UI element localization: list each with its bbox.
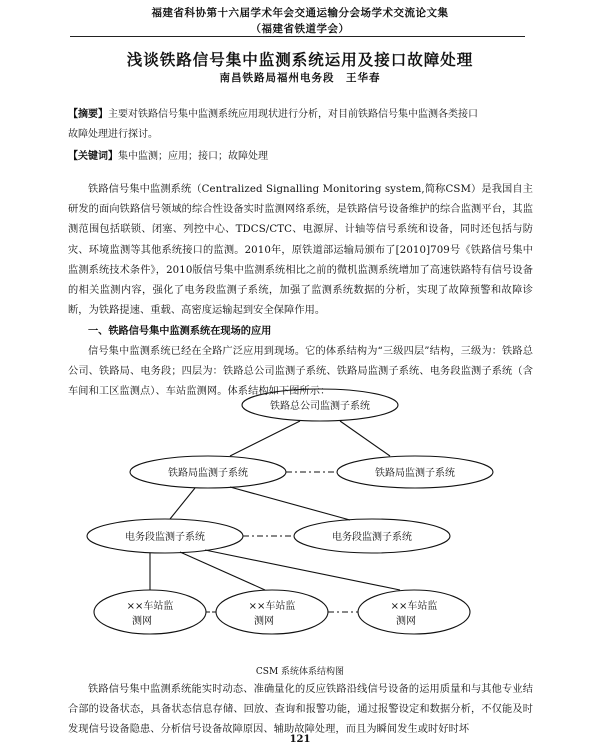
abstract-text-2: 故障处理进行探讨。 <box>68 129 158 140</box>
csm-architecture-diagram <box>60 380 540 650</box>
figure-caption: CSM 系统体系结构图 <box>255 667 345 677</box>
header-rule <box>70 36 525 37</box>
page-number: 121 <box>289 734 311 745</box>
keywords-text: 集中监测；应用；接口；故障处理 <box>118 151 268 162</box>
author-line: 南昌铁路局福州电务段 王华春 <box>219 72 381 84</box>
keywords <box>68 147 538 167</box>
edge-depot-station-c <box>205 550 400 590</box>
node-station-b-ellipse <box>216 590 328 634</box>
edge-bureau-depot-a <box>170 488 195 519</box>
running-header-subtitle: （福建省铁道学会） <box>250 23 350 35</box>
abstract-text-1: 主要对铁路信号集中监测系统应用现状进行分析，对目前铁路信号集中监测各类接口 <box>108 109 478 120</box>
label-station-b-line2: 测网 <box>254 616 274 627</box>
label-bureau-b: 铁路局监测子系统 <box>375 468 455 479</box>
label-depot-a: 电务段监测子系统 <box>125 532 205 543</box>
edge-bureau-depot-b <box>230 487 350 520</box>
label-station-c-line1: ××车站监 <box>390 601 438 612</box>
node-station-a-ellipse <box>94 590 206 634</box>
edge-company-bureau-a <box>230 421 300 456</box>
label-station-a-line1: ××车站监 <box>126 601 174 612</box>
running-header: 福建省科协第十六届学术年会交通运输分会场学术交流论文集 <box>151 7 449 19</box>
intro-paragraph: 铁路信号集中监测系统（Centralized Signalling Monitoring system,简称CSM）是我国自主研发的面向铁路信号领域的综合性设备实时监测网络系统，是铁路信号设备维护的综合监测平台，其监测范围包括联锁、闭塞、列控中心、TDCS/CTC、电源屏、计轴等信号系统和设备，同时还包括与防灾、环境监测等其他系统接口的监测。2010年，原铁道部运输局颁布了[2010]709号《铁路信号集中监测系统技术条件》，2010版信号集中监测系统相比之前的微机监测系统增加了高速铁路特有信号设备的相关监测内容，强化了电务段监测子系统，加强了监测系统数据的分析，实现了故障预警和故障诊断，为铁路提速、重载、高密度运输起到安全保障作用。 <box>68 184 533 317</box>
label-bureau-a: 铁路局监测子系统 <box>168 468 248 479</box>
node-station-c-ellipse <box>358 590 470 634</box>
keywords-label: 【关键词】 <box>68 151 118 162</box>
abstract <box>68 105 538 145</box>
edge-company-bureau-b <box>340 421 390 456</box>
label-depot-b: 电务段监测子系统 <box>332 532 412 543</box>
abstract-label: 【摘要】 <box>68 109 108 120</box>
edge-depot-station-b <box>180 552 265 590</box>
section-heading-1: 一、铁路信号集中监测系统在现场的应用 <box>88 325 272 337</box>
label-station-a-line2: 测网 <box>132 616 152 627</box>
label-station-b-line1: ××车站监 <box>248 601 296 612</box>
paper-title: 浅谈铁路信号集中监测系统运用及接口故障处理 <box>126 51 474 69</box>
structure-paragraph: 信号集中监测系统已经在全路广泛应用到现场。它的体系结构为“三级四层”结构，三级为：铁路总公司、铁路局、电务段；四层为：铁路总公司监测子系统、铁路局监测子系统、电务段监测子系统（含车间和工区监测点）、车站监测网。体系结构如下图所示： <box>68 346 533 398</box>
label-station-c-line2: 测网 <box>396 616 416 627</box>
label-company: 铁路总公司监测子系统 <box>270 401 370 412</box>
monitoring-paragraph: 铁路信号集中监测系统能实时动态、准确量化的反应铁路沿线信号设备的运用质量和与其他专业结合部的设备状态，具备状态信息存储、回放、查询和报警功能，通过报警设定和数据分析，不仅能及时发现信号设备隐患、分析信号设备故障原因、辅助故障处理，而且为瞬间发生或时好时坏 <box>68 684 533 736</box>
